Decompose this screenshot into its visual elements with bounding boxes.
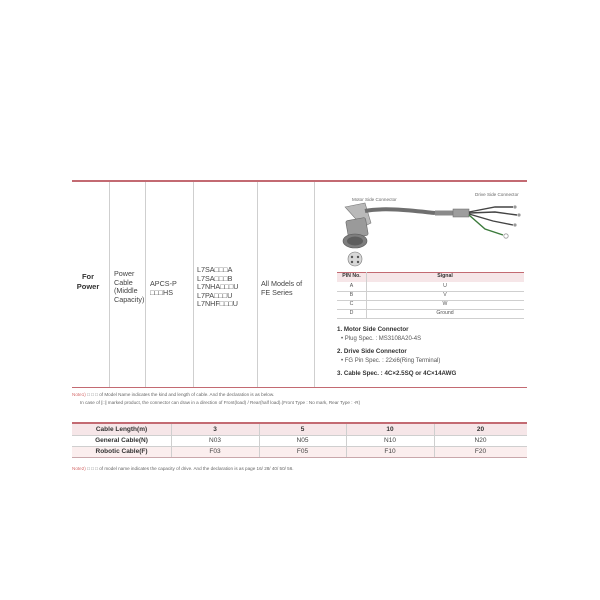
pin-header: PIN No.	[342, 273, 361, 279]
note1-text-2: In case of [□] marked product, the connector can draw in a direction of Front(load) / Rear(half load).(Front Type : No mark, Rear Type : -R)	[80, 400, 361, 405]
length-table-bottom-border	[72, 457, 527, 458]
cable-type: Power Cable (Middle Capacity)	[114, 269, 145, 304]
note2-text: □ □ □ of model name indicates the capacity of drive. And the declaration is as page 16/ 28/ 40/ 50/ 56.	[87, 466, 294, 471]
note-cable-spec-heading: 3. Cable Spec. : 4C×2.5SQ or 4C×14AWG	[337, 370, 457, 377]
signal-row	[337, 300, 524, 309]
column-divider	[193, 182, 194, 387]
note-motor-side-heading: 1. Motor Side Connector	[337, 326, 409, 333]
cable-code: N03	[209, 437, 221, 444]
cable-code: F03	[209, 448, 221, 455]
note-motor-side-item: • Plug Spec. : MS3108A20-4S	[341, 336, 422, 342]
cable-drawing	[335, 195, 525, 270]
signal-value: U	[443, 283, 447, 289]
signal-row	[337, 291, 524, 300]
column-divider	[314, 182, 315, 387]
note-drive-side-heading: 2. Drive Side Connector	[337, 348, 407, 355]
spec-table-top-border	[72, 180, 527, 182]
column-divider	[109, 182, 110, 387]
note1	[72, 392, 274, 397]
length-value: 5	[300, 426, 305, 433]
signal-row	[337, 309, 524, 318]
cable-line	[365, 209, 435, 213]
wire-u	[469, 207, 513, 212]
signal-header: Signal	[437, 273, 453, 279]
wire-w	[469, 214, 513, 225]
motor-side-connector-label: Motor Side Connector	[352, 197, 397, 202]
signal-table-bottom-border	[337, 318, 524, 319]
note1-label: Note1)	[72, 392, 86, 397]
cable-code: N10	[384, 437, 396, 444]
cable-code: F20	[474, 448, 487, 455]
connector-face-icon	[348, 252, 362, 266]
length-value: 20	[476, 426, 485, 433]
length-header-label: Cable Length(m)	[95, 426, 148, 433]
length-value: 3	[213, 426, 217, 433]
note1-text: □ □ □ of Model Name indicates the kind and length of cable. And the declaration is as below.	[87, 392, 275, 397]
wire-ground	[469, 215, 503, 235]
pin-value: D	[349, 310, 354, 316]
cable-code: N20	[474, 437, 487, 444]
applicable-models: All Models of FE Series	[261, 279, 303, 297]
spec-table-bottom-border	[72, 387, 527, 388]
cable-code: F05	[296, 448, 309, 455]
column-divider	[145, 182, 146, 387]
pin-value: B	[349, 292, 354, 298]
category-label: For Power	[76, 272, 100, 291]
signal-row	[337, 282, 524, 291]
length-value: 10	[386, 426, 394, 433]
drive-side-connector-label: Drive Side Connector	[475, 192, 519, 197]
note-drive-side-item: • FG Pin Spec. : 22xi6(Ring Terminal)	[341, 358, 441, 364]
signal-value: Ground	[436, 310, 454, 316]
column-divider	[257, 182, 258, 387]
wire-v	[469, 212, 517, 215]
cable-code: F10	[384, 448, 396, 455]
pin-value: A	[349, 283, 354, 289]
motor-models: L7SA□□□A L7SA□□□B L7NHA□□□U L7PA□□□U L7NHF□□□U	[197, 265, 239, 309]
note2-label: Note2)	[72, 466, 86, 471]
note2	[72, 466, 294, 471]
signal-value: W	[442, 301, 448, 307]
model-code: APCS-P □□□HS	[150, 279, 177, 297]
pin-value: C	[349, 301, 354, 307]
general-cable-label: General Cable(N)	[95, 437, 148, 444]
cable-code: N05	[296, 437, 309, 444]
robotic-cable-label: Robotic Cable(F)	[95, 448, 148, 455]
signal-value: V	[443, 292, 447, 298]
